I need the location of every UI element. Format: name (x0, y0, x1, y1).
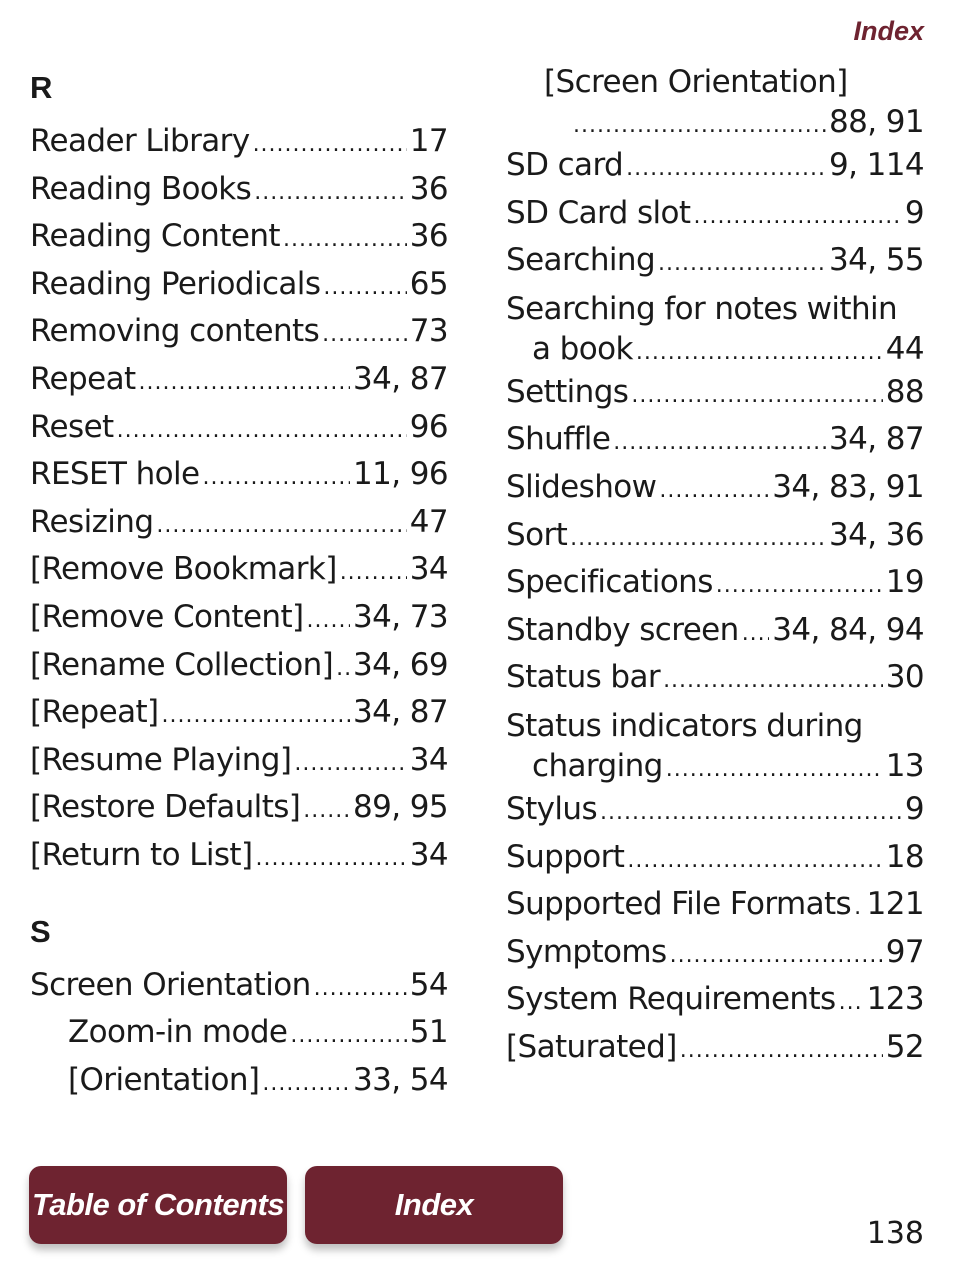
index-pages: 9 (904, 194, 924, 231)
leader-dots (600, 789, 902, 837)
index-pages: 18 (885, 838, 924, 875)
leader-dots (303, 787, 350, 835)
section-header: Index (853, 16, 924, 46)
index-right-column (506, 62, 924, 1072)
leader-dots (693, 193, 901, 241)
leader-dots (659, 467, 769, 515)
index-entry-continued[interactable] (506, 746, 924, 786)
index-subentry-pages-line[interactable] (506, 102, 924, 142)
index-entry[interactable] (506, 881, 924, 929)
index-entry[interactable] (506, 416, 924, 464)
index-entry[interactable] (30, 166, 448, 214)
index-pages: 36 (409, 170, 448, 207)
index-pages: 47 (409, 503, 448, 540)
index-pages: 88 (885, 373, 924, 410)
index-pages: 9, 114 (828, 147, 924, 183)
index-pages: 34, 36 (828, 516, 924, 553)
index-pages: 11, 96 (352, 456, 448, 493)
index-pages: 34, 55 (828, 242, 924, 279)
index-subentry[interactable] (30, 1057, 448, 1105)
index-letter-s: S (30, 913, 51, 949)
leader-dots (314, 965, 407, 1013)
index-pages: 44 (885, 330, 924, 367)
leader-dots (716, 562, 883, 610)
leader-dots (573, 106, 826, 146)
index-term: Resizing (30, 503, 154, 540)
index-pages: 73 (409, 313, 448, 350)
index-term: Reading Books (30, 170, 252, 207)
index-entry[interactable] (30, 308, 448, 356)
index-pages: 34 (409, 551, 448, 588)
index-term: Reading Periodicals (30, 265, 321, 302)
leader-dots (307, 597, 350, 645)
index-term-line[interactable]: Status indicators during (506, 707, 863, 744)
index-term: Reset (30, 408, 114, 445)
index-term: [Repeat] (30, 694, 159, 731)
leader-dots (156, 502, 406, 550)
index-term: Sort (506, 516, 568, 553)
index-entry[interactable] (30, 261, 448, 309)
leader-dots (336, 645, 350, 693)
index-term: charging (532, 747, 663, 784)
index-pages: 34, 87 (352, 694, 448, 731)
leader-dots (254, 169, 407, 217)
index-term: [Resume Playing] (30, 741, 292, 778)
leader-dots (742, 610, 770, 658)
index-term: Support (506, 838, 625, 875)
index-pages: 88, 91 (828, 104, 924, 140)
index-entry-continued[interactable] (506, 329, 924, 369)
index-entry[interactable] (30, 356, 448, 404)
index-pages: 96 (409, 408, 448, 445)
index-term: Reading Content (30, 218, 280, 255)
index-entry[interactable] (506, 142, 924, 190)
leader-dots (627, 837, 882, 885)
index-pages: 123 (866, 981, 924, 1018)
leader-dots (839, 979, 864, 1027)
index-term: [Restore Defaults] (30, 789, 301, 826)
index-term: Screen Orientation (30, 966, 311, 1003)
index-term: [Remove Bookmark] (30, 551, 337, 588)
leader-dots (253, 121, 407, 169)
index-term: [Orientation] (68, 1061, 260, 1098)
index-entry[interactable] (506, 1024, 924, 1072)
index-entry[interactable] (30, 689, 448, 737)
index-subentry[interactable] (30, 1009, 448, 1057)
table-of-contents-button[interactable]: Table of Contents (29, 1166, 287, 1244)
index-entry[interactable] (30, 737, 448, 785)
index-entry[interactable] (506, 512, 924, 560)
index-entry[interactable] (30, 404, 448, 452)
index-term: Searching (506, 242, 656, 279)
index-entry[interactable] (30, 832, 448, 880)
index-letter-r: R (30, 70, 53, 105)
leader-dots (636, 333, 883, 373)
index-term: Zoom-in mode (68, 1014, 288, 1051)
index-pages: 34, 69 (352, 646, 448, 683)
index-subentry-term[interactable]: [Screen Orientation] (544, 64, 848, 100)
index-entry[interactable] (506, 654, 924, 702)
index-entry[interactable] (30, 642, 448, 690)
index-pages: 65 (409, 265, 448, 302)
index-term: [Remove Content] (30, 598, 304, 635)
index-term: Status bar (506, 659, 661, 696)
index-pages: 52 (885, 1028, 924, 1065)
index-entry[interactable] (506, 976, 924, 1024)
index-entry[interactable] (506, 834, 924, 882)
leader-dots (680, 1027, 883, 1075)
leader-dots (283, 216, 407, 264)
leader-dots (570, 515, 826, 563)
leader-dots (162, 692, 350, 740)
index-term: System Requirements (506, 981, 836, 1018)
index-term: Supported File Formats (506, 886, 852, 923)
index-button[interactable]: Index (305, 1166, 563, 1244)
index-term: Shuffle (506, 421, 611, 458)
index-pages: 30 (885, 659, 924, 696)
index-entry[interactable] (506, 369, 924, 417)
index-entry[interactable] (30, 594, 448, 642)
index-pages: 34, 87 (828, 421, 924, 458)
leader-dots (322, 311, 407, 359)
leader-dots (613, 419, 826, 467)
leader-dots (666, 750, 883, 790)
index-entry[interactable] (506, 929, 924, 977)
index-term: Removing contents (30, 313, 320, 350)
leader-dots (658, 240, 826, 288)
index-entry[interactable] (506, 190, 924, 238)
index-term: a book (532, 330, 633, 367)
index-term: Slideshow (506, 468, 657, 505)
index-term: SD card (506, 147, 624, 183)
index-term: Symptoms (506, 933, 667, 970)
index-pages: 34, 83, 91 (772, 468, 924, 505)
index-term: RESET hole (30, 456, 200, 493)
index-pages: 34 (409, 741, 448, 778)
index-term: Specifications (506, 564, 713, 601)
leader-dots (626, 145, 826, 193)
index-pages: 9 (904, 790, 924, 827)
index-term: [Saturated] (506, 1028, 677, 1065)
index-entry[interactable] (30, 451, 448, 499)
index-term: [Rename Collection] (30, 646, 334, 683)
leader-dots (117, 407, 407, 455)
leader-dots (262, 1060, 350, 1108)
index-entry[interactable] (506, 237, 924, 285)
index-entry[interactable] (30, 784, 448, 832)
leader-dots (670, 932, 883, 980)
leader-dots (854, 884, 864, 932)
leader-dots (290, 1012, 406, 1060)
index-pages: 17 (409, 123, 448, 159)
index-pages: 34, 73 (352, 598, 448, 635)
index-term: Standby screen (506, 611, 739, 648)
index-pages: 89, 95 (352, 789, 448, 826)
index-pages: 33, 54 (352, 1061, 448, 1098)
leader-dots (340, 549, 407, 597)
index-entry[interactable] (506, 786, 924, 834)
index-term: Reader Library (30, 123, 250, 159)
index-pages: 51 (409, 1014, 448, 1051)
index-term: SD Card slot (506, 194, 691, 231)
index-term: Repeat (30, 360, 136, 397)
index-entry[interactable] (30, 546, 448, 594)
index-entry[interactable] (30, 213, 448, 261)
index-pages: 121 (866, 886, 924, 923)
index-pages: 36 (409, 218, 448, 255)
index-left-column (30, 62, 448, 1104)
index-term: Stylus (506, 790, 597, 827)
index-term-line[interactable]: Searching for notes within (506, 290, 898, 327)
index-pages: 19 (885, 564, 924, 601)
index-entry[interactable] (506, 559, 924, 607)
leader-dots (294, 740, 406, 788)
leader-dots (255, 835, 406, 883)
index-pages: 13 (885, 747, 924, 784)
index-pages: 34 (409, 836, 448, 873)
index-term: [Return to List] (30, 836, 253, 873)
index-entry[interactable] (30, 499, 448, 547)
index-entry[interactable] (30, 118, 448, 166)
leader-dots (139, 359, 350, 407)
leader-dots (663, 657, 883, 705)
index-pages: 54 (409, 966, 448, 1003)
index-pages: 34, 84, 94 (772, 611, 924, 648)
index-pages: 34, 87 (352, 360, 448, 397)
leader-dots (323, 264, 406, 312)
index-pages: 97 (885, 933, 924, 970)
page-number: 138 (866, 1216, 924, 1251)
index-entry[interactable] (506, 464, 924, 512)
index-entry[interactable] (506, 607, 924, 655)
leader-dots (202, 454, 350, 502)
index-term: Settings (506, 373, 629, 410)
index-entry[interactable] (30, 962, 448, 1010)
leader-dots (631, 372, 882, 420)
